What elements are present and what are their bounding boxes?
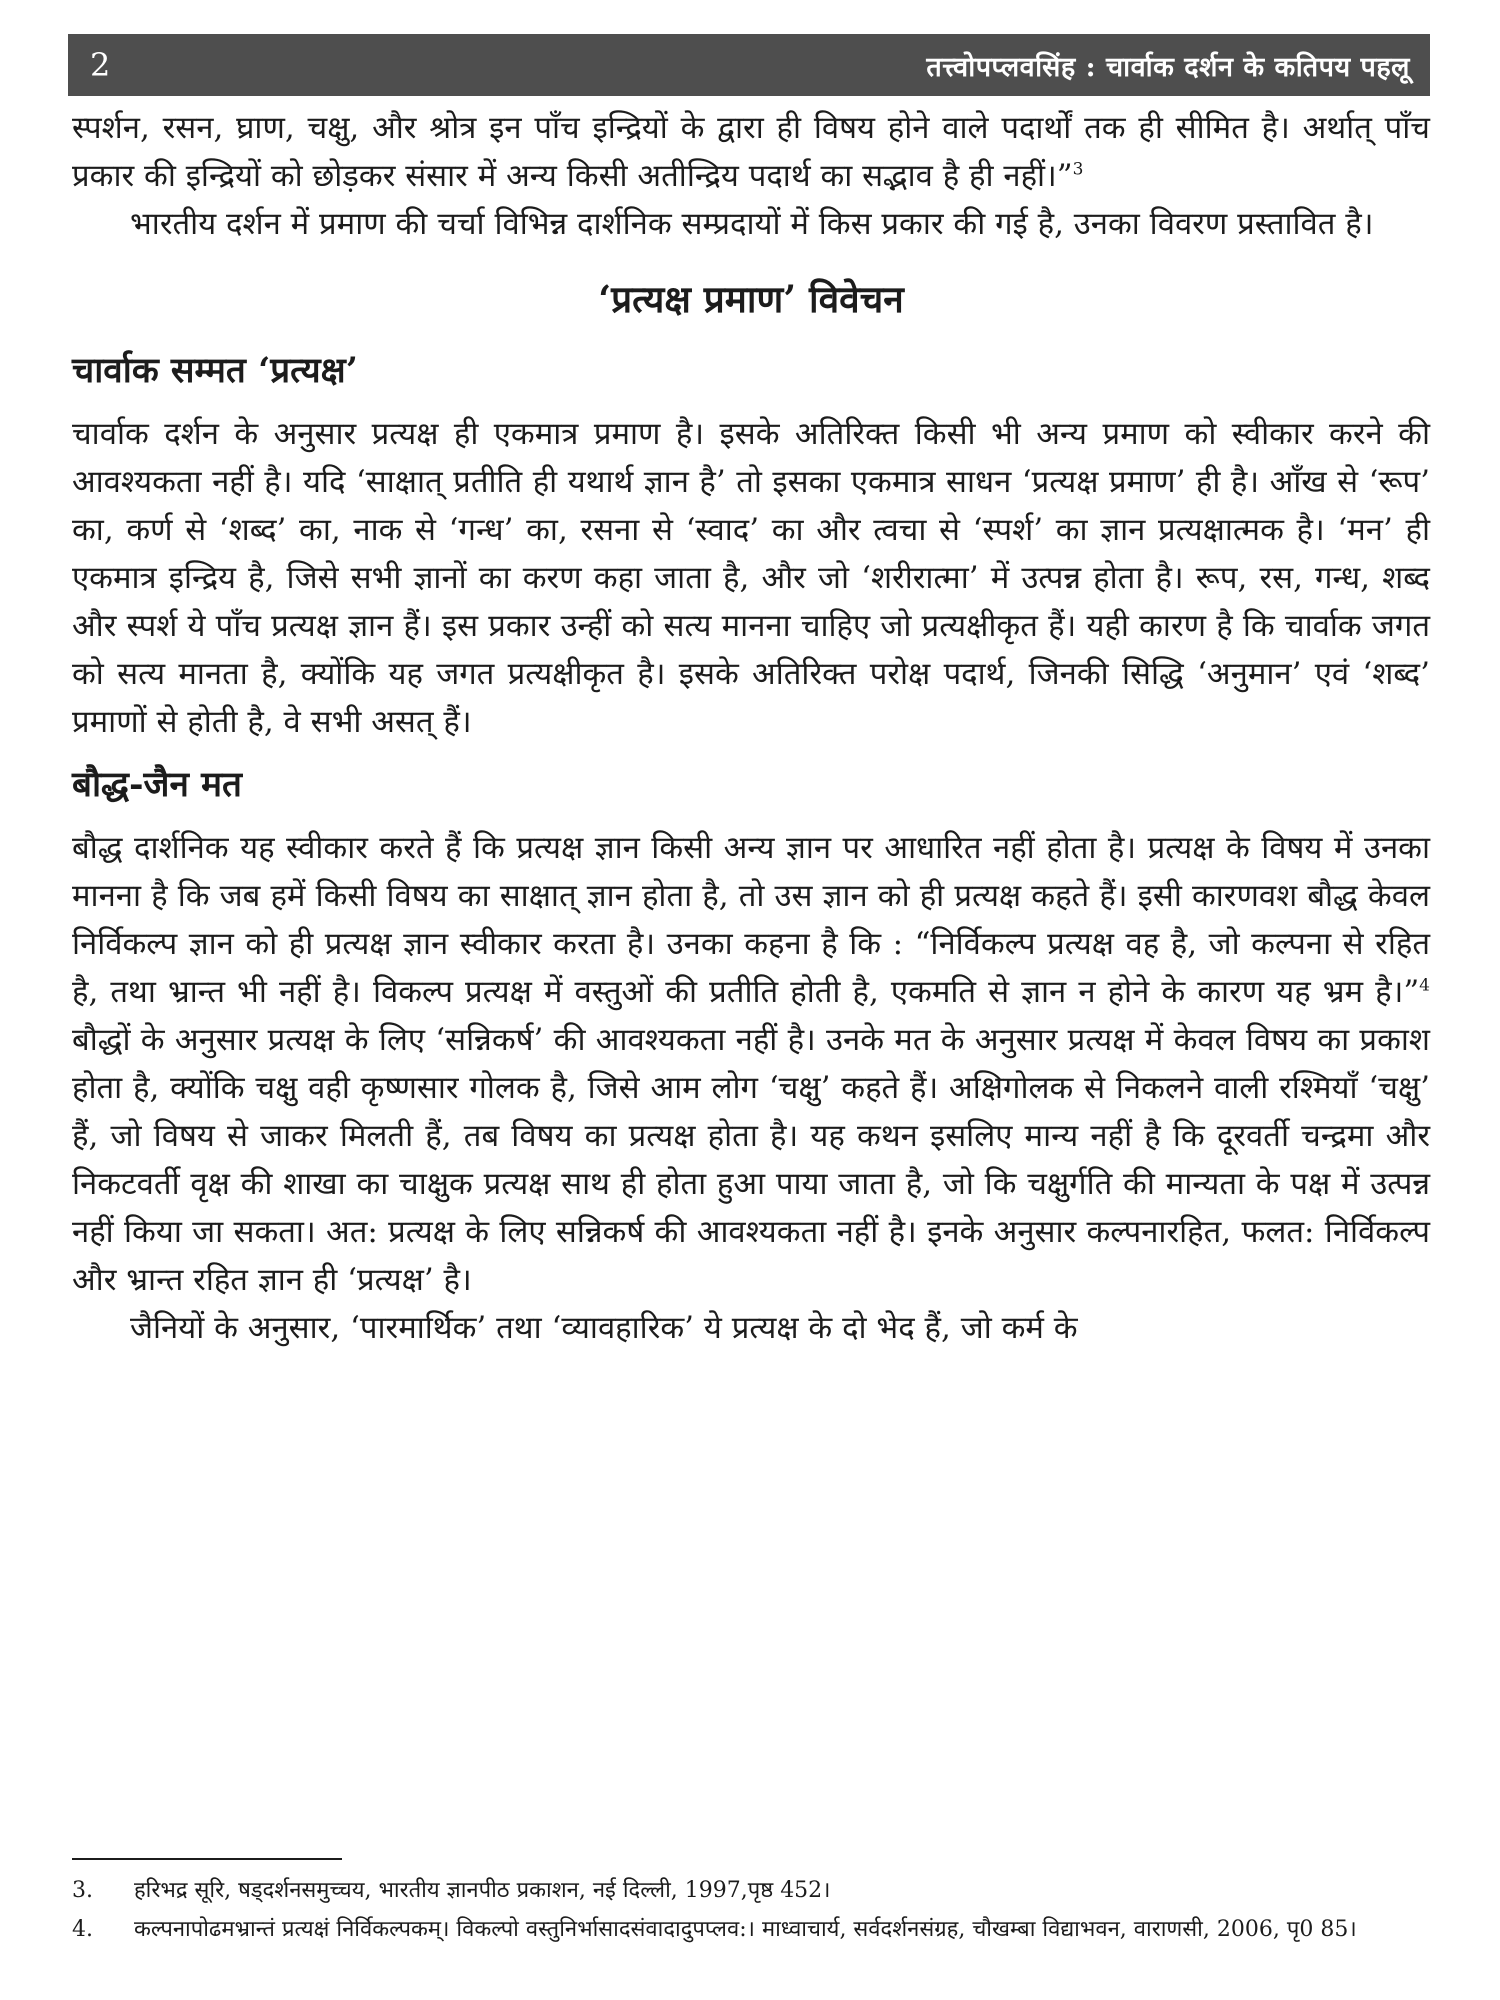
bauddha-paragraph-part-b: बौद्धों के अनुसार प्रत्यक्ष के लिए ‘सन्निकर्ष’ की आवश्यकता नहीं है। उनके मत के अनुसार प्रत्यक्ष में केवल विषय का प्रकाश होता है, क्योंकि चक्षु वही कृष्णसार गोलक है, जिसे आम लोग ‘चक्षु’ कहते हैं। अक्षिगोलक से निकलने वाली रश्मियाँ ‘चक्षु’ हैं, जो विषय से जाकर मिलती हैं, तब विषय का प्रत्यक्ष होता है। यह कथन इसलिए मान्य नहीं है कि दूरवर्ती चन्द्रमा और निकटवर्ती वृक्ष की शाखा का चाक्षुक प्रत्यक्ष साथ ही होता हुआ पाया जाता है, जो कि चक्षुर्गति की मान्यता के पक्ष में उत्पन्न नहीं किया जा सकता। अत: प्रत्यक्ष के लिए सन्निकर्ष की आवश्यकता नहीं है। इनके अनुसार कल्पनारहित, फलत: निर्विकल्प और भ्रान्त रहित ज्ञान ही ‘प्रत्यक्ष’ है। xyxy=(72,1022,1430,1298)
footnote-4 xyxy=(72,1911,1430,1948)
running-title: तत्त्वोपप्लवसिंह : चार्वाक दर्शन के कतिपय पहलू xyxy=(926,51,1410,83)
jain-paragraph: जैनियों के अनुसार, ‘पारमार्थिक’ तथा ‘व्यावहारिक’ ये प्रत्यक्ष के दो भेद हैं, जो कर्म के xyxy=(130,1310,1078,1346)
intro-paragraph-1 xyxy=(72,104,1430,200)
page-number: 2 xyxy=(90,46,111,84)
bauddha-paragraph-part-a: बौद्ध दार्शनिक यह स्वीकार करते हैं कि प्रत्यक्ष ज्ञान किसी अन्य ज्ञान पर आधारित नहीं होता है। प्रत्यक्ष के विषय में उनका मानना है कि जब हमें किसी विषय का साक्षात् ज्ञान होता है, तो उस ज्ञान को ही प्रत्यक्ष कहते हैं। इसी कारणवश बौद्ध केवल निर्विकल्प ज्ञान को ही प्रत्यक्ष ज्ञान स्वीकार करता है। उनका कहना है कि : “निर्विकल्प प्रत्यक्ष वह है, जो कल्पना से रहित है, तथा भ्रान्त भी नहीं है। विकल्प प्रत्यक्ष में वस्तुओं की प्रतीति होती है, एकमति से ज्ञान न होने के कारण यह भ्रम है।” xyxy=(72,830,1430,1010)
charvaka-paragraph: चार्वाक दर्शन के अनुसार प्रत्यक्ष ही एकमात्र प्रमाण है। इसके अतिरिक्त किसी भी अन्य प्रमाण को स्वीकार करने की आवश्यकता नहीं है। यदि ‘साक्षात् प्रतीति ही यथार्थ ज्ञान है’ तो इसका एकमात्र साधन ‘प्रत्यक्ष प्रमाण’ ही है। आँख से ‘रूप’ का, कर्ण से ‘शब्द’ का, नाक से ‘गन्ध’ का, रसना से ‘स्वाद’ का और त्वचा से ‘स्पर्श’ का ज्ञान प्रत्यक्षात्मक है। ‘मन’ ही एकमात्र इन्द्रिय है, जिसे सभी ज्ञानों का करण कहा जाता है, और जो ‘शरीरात्मा’ में उत्पन्न होता है। रूप, रस, गन्ध, शब्द और स्पर्श ये पाँच प्रत्यक्ष ज्ञान हैं। इस प्रकार उन्हीं को सत्य मानना चाहिए जो प्रत्यक्षीकृत हैं। यही कारण है कि चार्वाक जगत को सत्य मानता है, क्योंकि यह जगत प्रत्यक्षीकृत है। इसके अतिरिक्त परोक्ष पदार्थ, जिनकी सिद्धि ‘अनुमान’ एवं ‘शब्द’ प्रमाणों से होती है, वे सभी असत् हैं। xyxy=(72,416,1430,740)
footnote-number: 3. xyxy=(72,1878,93,1903)
footnote-3 xyxy=(72,1872,1430,1909)
footnote-text: कल्पनापोढमभ्रान्तं प्रत्यक्षं निर्विकल्पकम्। विकल्पो वस्तुनिर्भासादसंवादादुपप्लव:। माध्वाचार्य, सर्वदर्शनसंग्रह, चौखम्बा विद्याभवन, वाराणसी, 2006, पृ0 85। xyxy=(134,1917,1357,1942)
intro-paragraph-2: भारतीय दर्शन में प्रमाण की चर्चा विभिन्न दार्शनिक सम्प्रदायों में किस प्रकार की गई है, उनका विवरण प्रस्तावित है। xyxy=(130,206,1374,242)
intro-paragraph-1-text: स्पर्शन, रसन, घ्राण, चक्षु, और श्रोत्र इन पाँच इन्द्रियों के द्वारा ही विषय होने वाले पदार्थों तक ही सीमित है। अर्थात् पाँच प्रकार की इन्द्रियों को छोड़कर संसार में अन्य किसी अतीन्द्रिय पदार्थ का सद्भाव है ही नहीं।” xyxy=(72,110,1430,194)
footnotes-section xyxy=(72,1872,1430,1950)
footnote-number: 4. xyxy=(72,1917,93,1942)
footnote-divider xyxy=(72,1858,342,1860)
running-header xyxy=(68,34,1430,96)
section-title: ‘प्रत्यक्ष प्रमाण’ विवेचन xyxy=(598,277,904,321)
bauddha-jain-heading: बौद्ध-जैन मत xyxy=(72,764,243,805)
footnote-ref-4[interactable]: 4 xyxy=(1419,975,1430,996)
page-body xyxy=(72,104,1430,1352)
charvaka-heading: चार्वाक सम्मत ‘प्रत्यक्ष’ xyxy=(72,350,358,391)
footnote-text: हरिभद्र सूरि, षड्दर्शनसमुच्चय, भारतीय ज्ञानपीठ प्रकाशन, नई दिल्ली, 1997,पृष्ठ 452। xyxy=(134,1878,831,1903)
bauddha-paragraph xyxy=(72,824,1430,1304)
footnote-ref-3[interactable]: 3 xyxy=(1072,159,1084,180)
